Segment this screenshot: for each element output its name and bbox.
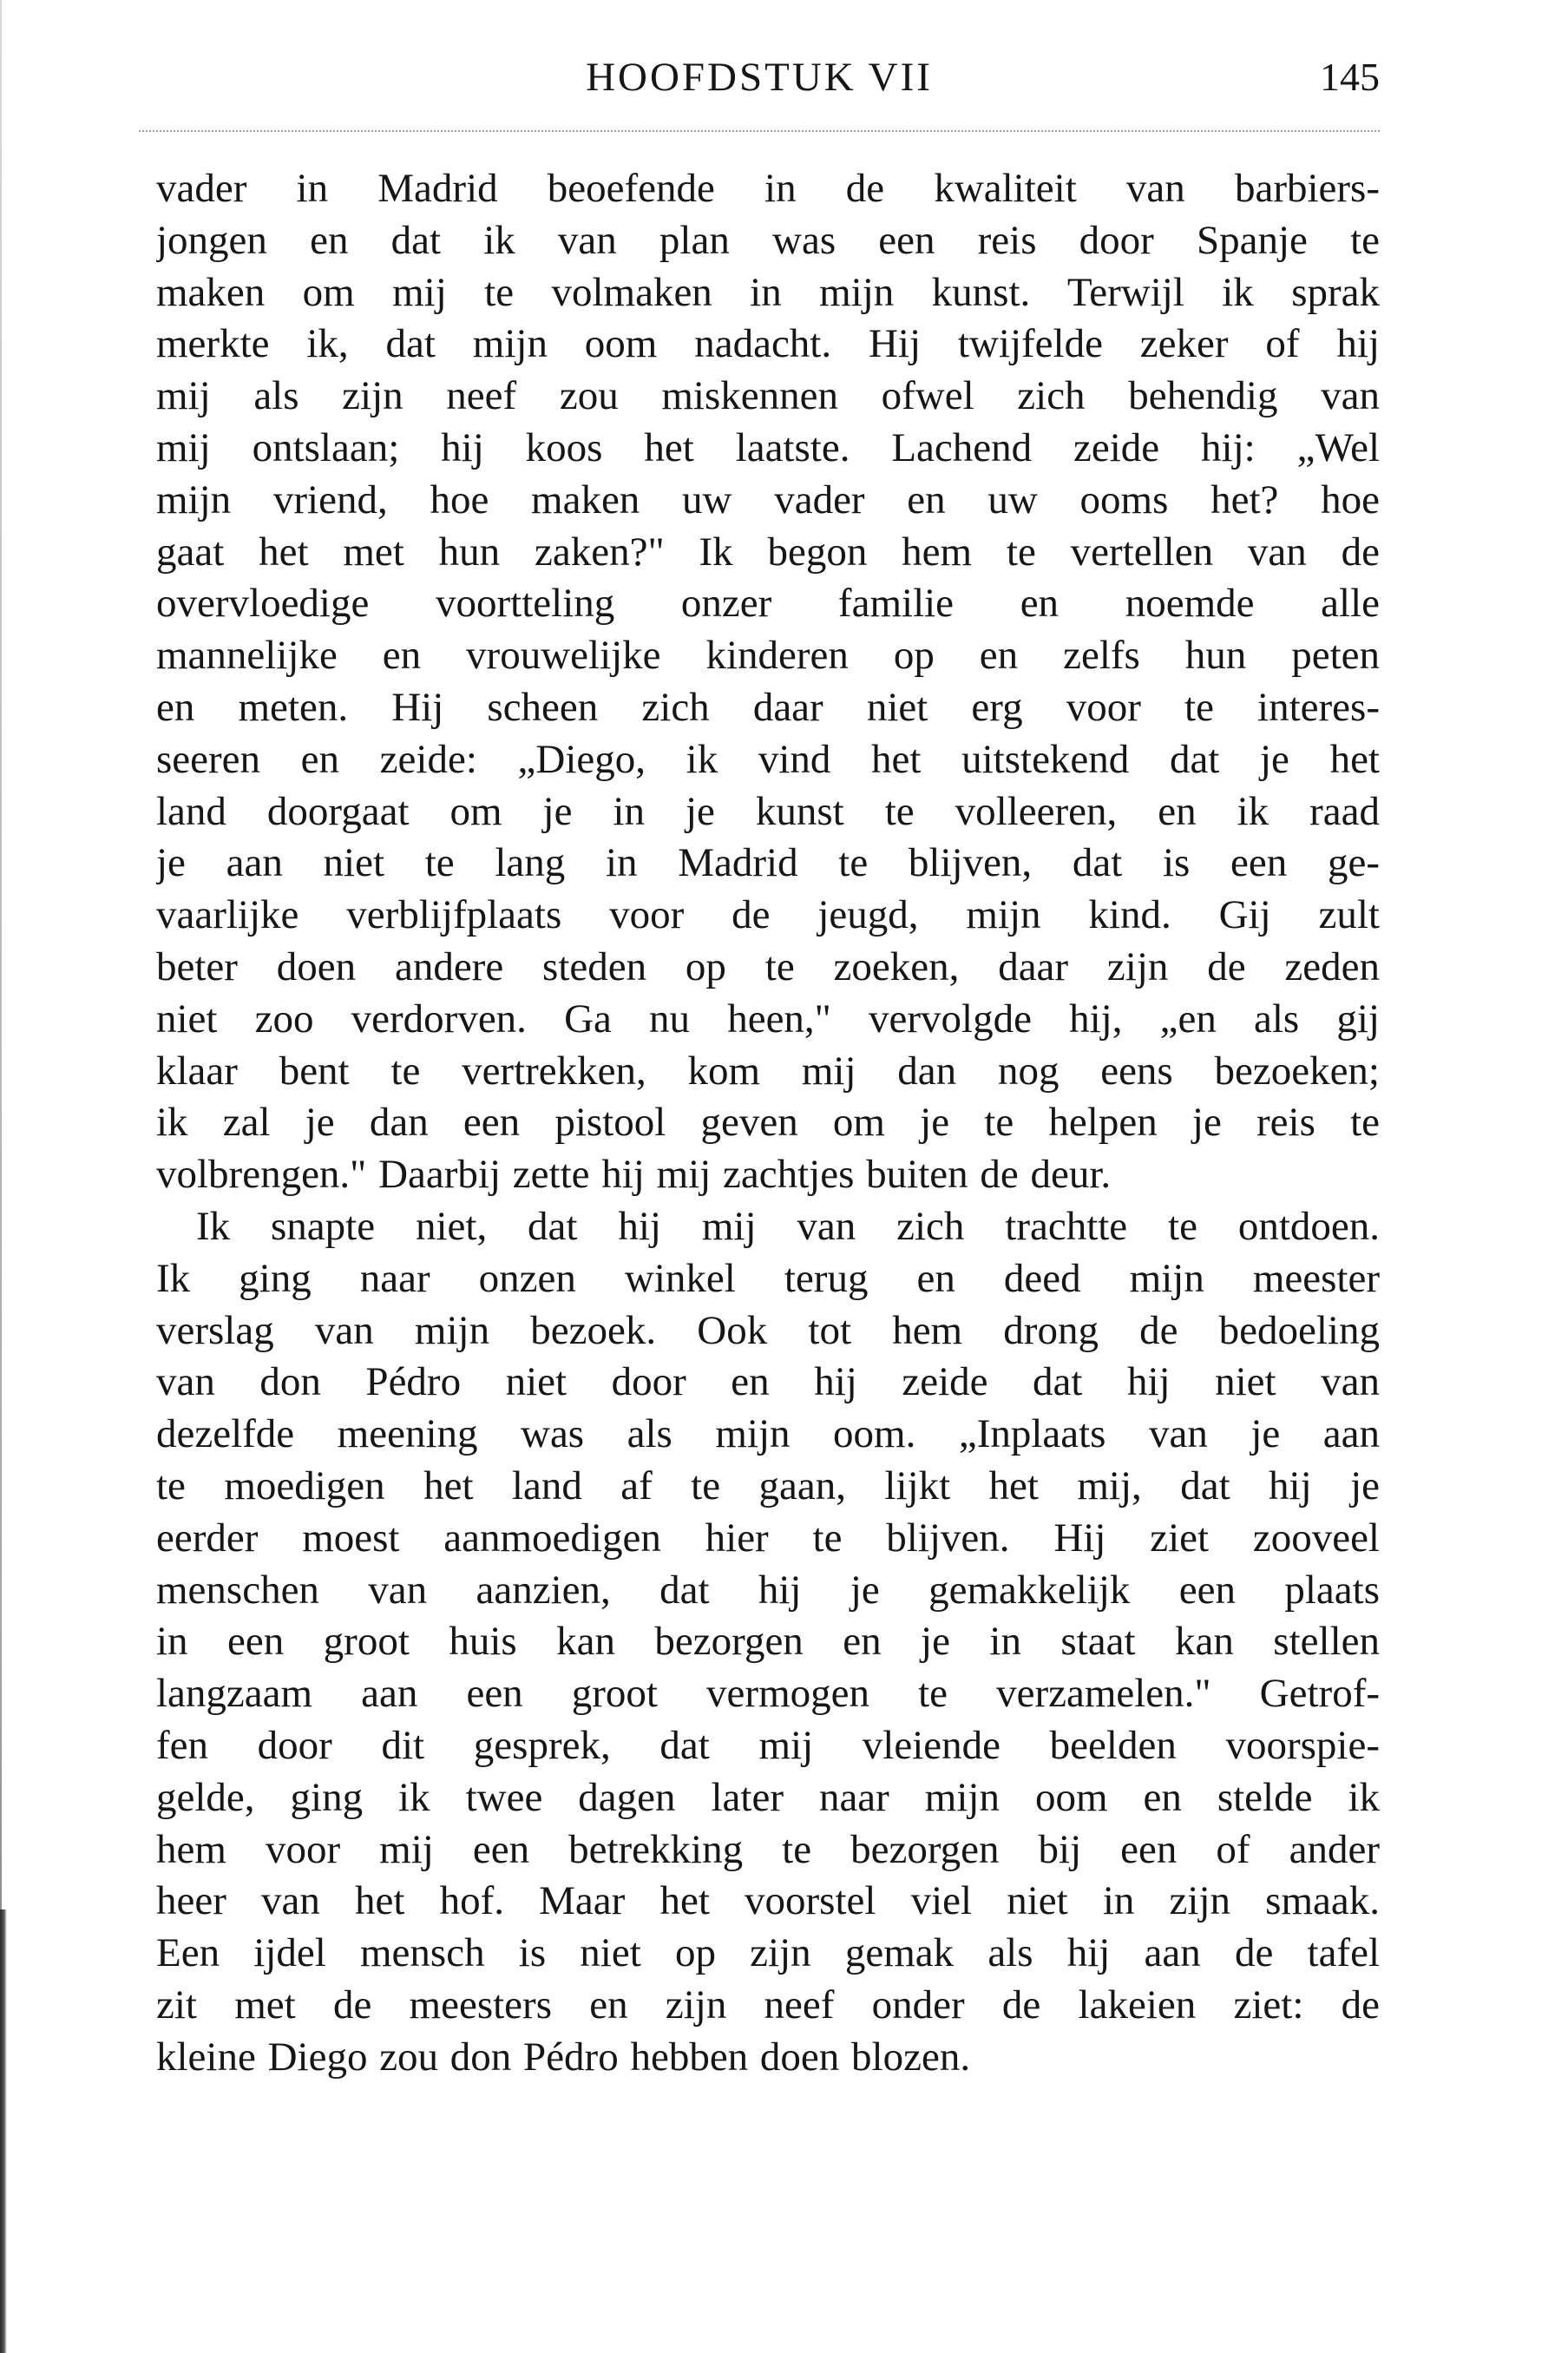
text-line: ik zal je dan een pistool geven om je te helpen je reis te [156,1100,1380,1146]
text-line: Een ijdel mensch is niet op zijn gemak als hij aan de tafel [156,1930,1380,1976]
text-line: hem voor mij een betrekking te bezorgen bij een of ander [156,1826,1380,1872]
text-line: mij als zijn neef zou miskennen ofwel zich behendig van [156,373,1380,419]
text-line: mij ontslaan; hij koos het laatste. Lachend zeide hij: „Wel [156,424,1380,470]
text-line: dezelfde meening was als mijn oom. „Inplaats van je aan [156,1411,1380,1457]
text-line: eerder moest aanmoedigen hier te blijven. Hij ziet zooveel [156,1515,1380,1561]
text-line: te moedigen het land af te gaan, lijkt het mij, dat hij je [156,1462,1380,1508]
text-line: overvloedige voortteling onzer familie en noemde alle [156,581,1380,627]
text-line: beter doen andere steden op te zoeken, daar zijn de zeden [156,943,1380,989]
page-number: 145 [1320,55,1380,99]
body-text [156,163,1380,2083]
text-line: gelde, ging ik twee dagen later naar mijn oom en stelde ik [156,1774,1380,1820]
text-line: Ik ging naar onzen winkel terug en deed mijn meester [156,1255,1380,1301]
header-divider [139,130,1380,132]
text-line: fen door dit gesprek, dat mij vleiende beelden voorspie- [156,1722,1380,1768]
text-line: menschen van aanzien, dat hij je gemakkelijk een plaats [156,1567,1380,1613]
text-line: mannelijke en vrouwelijke kinderen op en zelfs hun peten [156,633,1380,679]
text-line: merkte ik, dat mijn oom nadacht. Hij twijfelde zeker of hij [156,321,1380,367]
text-line: vaarlijke verblijfplaats voor de jeugd, mijn kind. Gij zult [156,892,1380,938]
text-line: kleine Diego zou don Pédro hebben doen blozen. [156,2034,971,2080]
text-line: heer van het hof. Maar het voorstel viel niet in zijn smaak. [156,1878,1380,1924]
running-title: HOOFDSTUK VII [586,55,933,100]
page-header [139,54,1380,115]
text-line: jongen en dat ik van plan was een reis door Spanje te [156,217,1380,263]
text-line: land doorgaat om je in je kunst te volleeren, en ik raad [156,788,1380,834]
text-line: maken om mij te volmaken in mijn kunst. Terwijl ik sprak [156,269,1380,315]
binding-shadow [0,1909,7,2353]
text-line: je aan niet te lang in Madrid te blijven, dat is een ge- [156,840,1380,886]
text-line: gaat het met hun zaken?" Ik begon hem te vertellen van de [156,529,1380,575]
text-line: klaar bent te vertrekken, kom mij dan nog eens bezoeken; [156,1048,1380,1094]
text-line: seeren en zeide: „Diego, ik vind het uitstekend dat je het [156,736,1380,782]
text-line: niet zoo verdorven. Ga nu heen," vervolgde hij, „en als gij [156,996,1380,1042]
text-line: verslag van mijn bezoek. Ook tot hem drong de bedoeling [156,1307,1380,1353]
text-line: in een groot huis kan bezorgen en je in staat kan stellen [156,1619,1380,1665]
text-line: en meten. Hij scheen zich daar niet erg voor te interes- [156,684,1380,730]
text-line: Ik snapte niet, dat hij mij van zich trachtte te ontdoen. [196,1203,1380,1249]
text-line: langzaam aan een groot vermogen te verzamelen." Getrof- [156,1671,1380,1717]
text-line: zit met de meesters en zijn neef onder de lakeien ziet: de [156,1982,1380,2028]
text-line: mijn vriend, hoe maken uw vader en uw ooms het? hoe [156,477,1380,523]
text-line: vader in Madrid beoefende in de kwaliteit van barbiers- [156,166,1380,211]
text-line: volbrengen." Daarbij zette hij mij zachtjes buiten de deur. [156,1152,1112,1198]
text-line: van don Pédro niet door en hij zeide dat hij niet van [156,1359,1380,1405]
